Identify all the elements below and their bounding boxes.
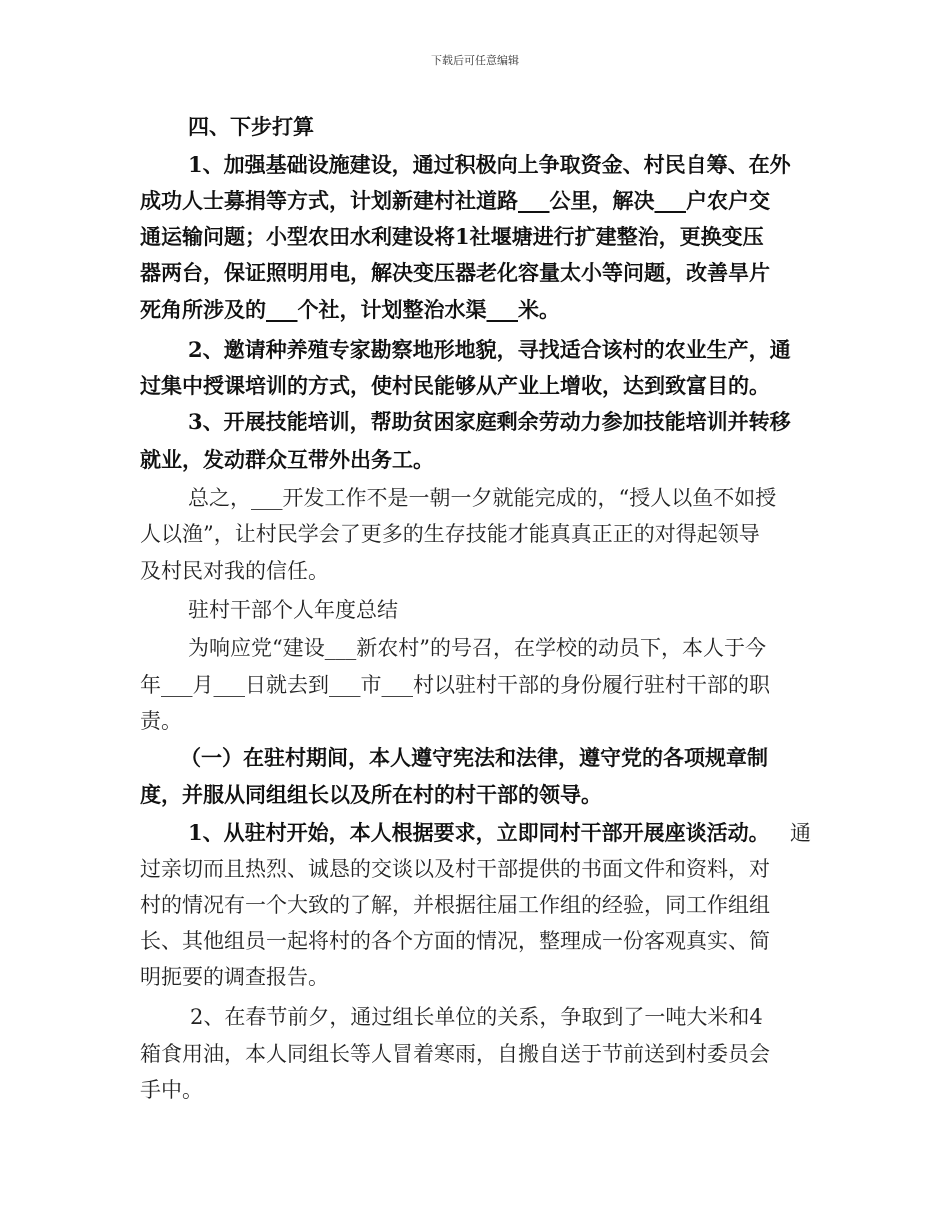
text-line: 3、开展技能培训，帮助贫困家庭剩余劳动力参加技能培训并转移 (188, 409, 791, 434)
text-line: 年___月___日就去到___市___村以驻村干部的身份履行驻村干部的职 (140, 673, 770, 697)
text-line: （一）在驻村期间，本人遵守宪法和法律，遵守党的各项规章制 (180, 745, 768, 770)
text-line: 成功人士募捐等方式，计划新建村社道路___公里，解决___户农户交 (140, 188, 770, 213)
text-line: 2、在春节前夕，通过组长单位的关系，争取到了一吨大米和4 (190, 1005, 763, 1029)
text-line: 责。 (140, 709, 182, 733)
text-line: 长、其他组员一起将村的各个方面的情况，整理成一份客观真实、简 (140, 929, 770, 953)
text-line: 通 (790, 821, 811, 845)
document-title: 驻村干部个人年度总结 (188, 598, 398, 622)
text-line: 2、邀请种养殖专家勘察地形地貌，寻找适合该村的农业生产，通 (188, 337, 791, 362)
text-line: 死角所涉及的___个社，计划整治水渠___米。 (140, 297, 560, 322)
text-line: 1、从驻村开始，本人根据要求，立即同村干部开展座谈活动。 (188, 820, 770, 845)
text-line: 度，并服从同组组长以及所在村的村干部的领导。 (140, 782, 602, 807)
text-line: 过集中授课培训的方式，使村民能够从产业上增收，达到致富目的。 (140, 373, 770, 398)
text-line: 器两台，保证照明用电，解决变压器老化容量太小等问题，改善旱片 (140, 260, 770, 285)
section-heading: 四、下步打算 (188, 114, 314, 139)
text-line: 1、加强基础设施建设，通过积极向上争取资金、村民自筹、在外 (188, 152, 791, 177)
text-line: 及村民对我的信任。 (140, 559, 329, 583)
text-line: 明扼要的调查报告。 (140, 965, 329, 989)
text-line: 总之，___开发工作不是一朝一夕就能完成的，“授人以鱼不如授 (188, 486, 777, 510)
text-line: 就业，发动群众互带外出务工。 (140, 447, 434, 472)
text-line: 为响应党“建设___新农村”的号召，在学校的动员下，本人于今 (188, 636, 766, 660)
page-header: 下载后可任意编辑 (431, 54, 519, 67)
text-line: 过亲切而且热烈、诚恳的交谈以及村干部提供的书面文件和资料，对 (140, 857, 770, 881)
text-line: 通运输问题；小型农田水利建设将1社堰塘进行扩建整治，更换变压 (140, 224, 764, 249)
text-line: 手中。 (140, 1078, 203, 1102)
text-line: 村的情况有一个大致的了解，并根据往届工作组的经验，同工作组组 (140, 893, 770, 917)
text-line: 人以渔”，让村民学会了更多的生存技能才能真真正正的对得起领导 (140, 522, 760, 546)
text-line: 箱食用油，本人同组长等人冒着寒雨，自搬自送于节前送到村委员会 (140, 1042, 770, 1066)
